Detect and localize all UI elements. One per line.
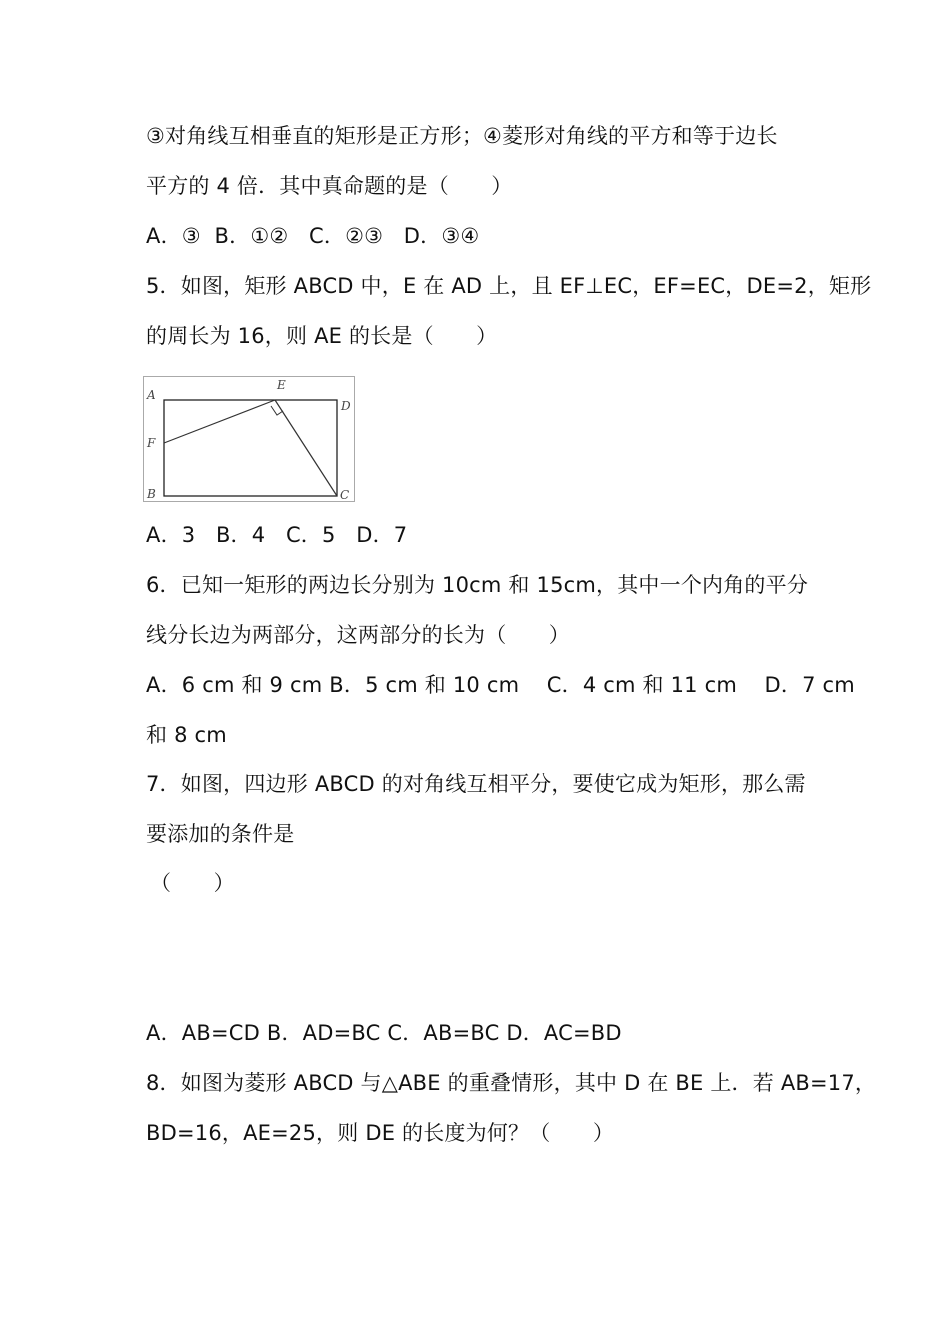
label-a: A [147, 388, 156, 402]
question-7-answer-blank: （ ） [150, 871, 235, 895]
question-5-options: A．3 B．4 C．5 D．7 [146, 523, 408, 547]
label-b: B [147, 487, 156, 501]
rectangle-figure [143, 376, 355, 502]
question-5-line-1: 5．如图，矩形 ABCD 中，E 在 AD 上，且 EF⊥EC，EF=EC，DE=2，矩形 [146, 274, 872, 298]
question-6-options-line-1: A．6 cm 和 9 cm B．5 cm 和 10 cm C．4 cm 和 11 cm D．7 cm [146, 673, 855, 697]
question-line-2: 平方的 4 倍．其中真命题的是（ ） [146, 174, 513, 198]
question-8-line-1: 8．如图为菱形 ABCD 与△ABE 的重叠情形，其中 D 在 BE 上．若 AB=17， [146, 1071, 877, 1095]
question-6-line-2: 线分长边为两部分，这两部分的长为（ ） [146, 623, 570, 647]
label-d: D [341, 399, 351, 413]
question-7-options: A．AB=CD B．AD=BC C．AB=BC D．AC=BD [146, 1021, 622, 1045]
segment-fe [164, 400, 275, 443]
question-8-line-2: BD=16，AE=25，则 DE 的长度为何？（ ） [146, 1121, 615, 1145]
segment-ec [275, 400, 337, 496]
question-6-options-line-2: 和 8 cm [146, 723, 227, 747]
label-e: E [277, 378, 286, 392]
question-6-line-1: 6．已知一矩形的两边长分别为 10cm 和 15cm，其中一个内角的平分 [146, 573, 809, 597]
question-4-options: A．③ B．①② C．②③ D．③④ [146, 224, 480, 248]
question-7-line-1: 7．如图，四边形 ABCD 的对角线互相平分，要使它成为矩形，那么需 [146, 772, 806, 796]
question-line-1: ③对角线互相垂直的矩形是正方形；④菱形对角线的平方和等于边长 [146, 124, 778, 148]
label-c: C [340, 488, 350, 502]
rectangle-abcd [164, 400, 337, 496]
question-7-line-2: 要添加的条件是 [146, 822, 295, 846]
label-f: F [147, 436, 156, 450]
question-5-line-2: 的周长为 16，则 AE 的长是（ ） [146, 324, 498, 348]
